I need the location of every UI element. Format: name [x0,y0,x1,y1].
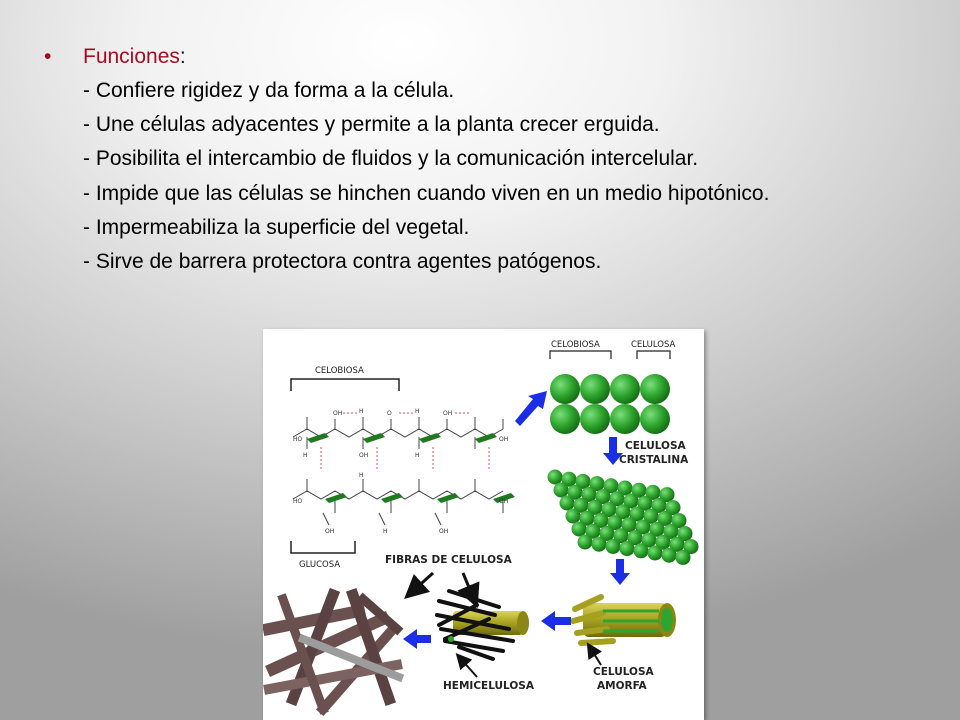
svg-text:O: O [387,410,392,417]
atom-labels [293,408,508,535]
celobiosa-top-label: CELOBIOSA [551,340,600,350]
svg-text:OH: OH [499,498,509,505]
svg-text:H: H [383,528,388,535]
crystal-sphere [560,496,575,511]
arrow-to-microfibril [610,559,630,585]
cellobiose-spheres [550,374,670,434]
crystal-sphere [662,548,677,563]
crystal-sphere [578,535,593,550]
function-item: - Impermeabiliza la superficie del vegetal. [83,215,470,239]
bullet-icon: • [44,45,52,68]
crystal-sphere [548,470,563,485]
bullet-heading-row [40,40,940,74]
heading-colon: : [179,45,186,68]
svg-text:HO: HO [293,498,303,505]
celulosa-top-bracket [631,340,676,359]
function-item: - Sirve de barrera protectora contra agentes patógenos. [83,250,602,274]
function-item: - Posibilita el intercambio de fluidos y la comunicación intercelular. [83,147,699,171]
crystal-sphere [592,537,607,552]
fibras-pointer-right [463,573,473,597]
cellulose-diagram [263,329,704,720]
svg-text:OH: OH [499,436,509,443]
arrow-to-spheres [515,391,547,426]
svg-text:OH: OH [443,410,453,417]
hemicelulosa-label: HEMICELULOSA [443,680,534,692]
svg-text:H: H [415,452,420,459]
svg-text:H: H [415,408,420,415]
fiber-bundle [437,591,529,659]
svg-text:OH: OH [359,452,369,459]
fibras-label: FIBRAS DE CELULOSA [385,554,512,566]
celulosa-cristalina-label-2: CRISTALINA [619,454,689,466]
microfibril-rod [573,597,676,643]
crystal-sphere [676,550,691,565]
heading-keyword: Funciones [83,45,180,68]
crystal-sphere [566,509,581,524]
function-item: - Une células adyacentes y permite a la planta crecer erguida. [83,113,660,137]
svg-text:H: H [359,472,364,479]
crystal-sphere [620,541,635,556]
celobiosa-left-label: CELOBIOSA [315,366,364,376]
function-item: - Confiere rigidez y da forma a la célula. [83,79,455,102]
function-item: - Impide que las células se hinchen cuando viven en un medio hipotónico. [83,181,770,205]
arrow-to-network [403,629,431,649]
svg-text:H: H [359,408,364,415]
celobiosa-top-bracket [550,340,611,359]
crystal-sphere [554,483,569,498]
celulosa-amorfa-label-1: CELULOSA [593,666,654,678]
amorfa-pointer [591,649,601,665]
glucose-ring-highlights-top [307,433,497,443]
glucose-chain-bottom [293,479,503,525]
crystal-sphere [648,546,663,561]
svg-text:H: H [303,452,308,459]
cellulose-structure-figure [263,329,704,720]
svg-text:OH: OH [325,528,335,535]
glucose-chain-top [293,417,503,449]
celulosa-amorfa-label-2: AMORFA [597,680,647,692]
slide-text-area [40,40,940,279]
hemicelulosa-pointer [461,659,477,677]
crystalline-cellulose-block [548,470,699,565]
crystal-sphere [606,539,621,554]
svg-text:OH: OH [439,528,449,535]
crystal-sphere [634,543,649,558]
arrow-to-bundle [541,611,571,631]
celulosa-cristalina-label-1: CELULOSA [625,440,686,452]
celulosa-top-label: CELULOSA [631,340,676,350]
fiber-network [269,595,399,709]
svg-text:HO: HO [293,436,303,443]
hydrogen-bonds [321,413,489,469]
crystal-sphere [572,522,587,537]
fibras-pointer-left [413,573,433,591]
glucosa-bracket [291,541,355,570]
celobiosa-bracket [291,366,399,391]
function-list [40,74,940,279]
slide-heading [83,40,186,74]
glucosa-label: GLUCOSA [299,560,341,570]
svg-text:OH: OH [333,410,343,417]
